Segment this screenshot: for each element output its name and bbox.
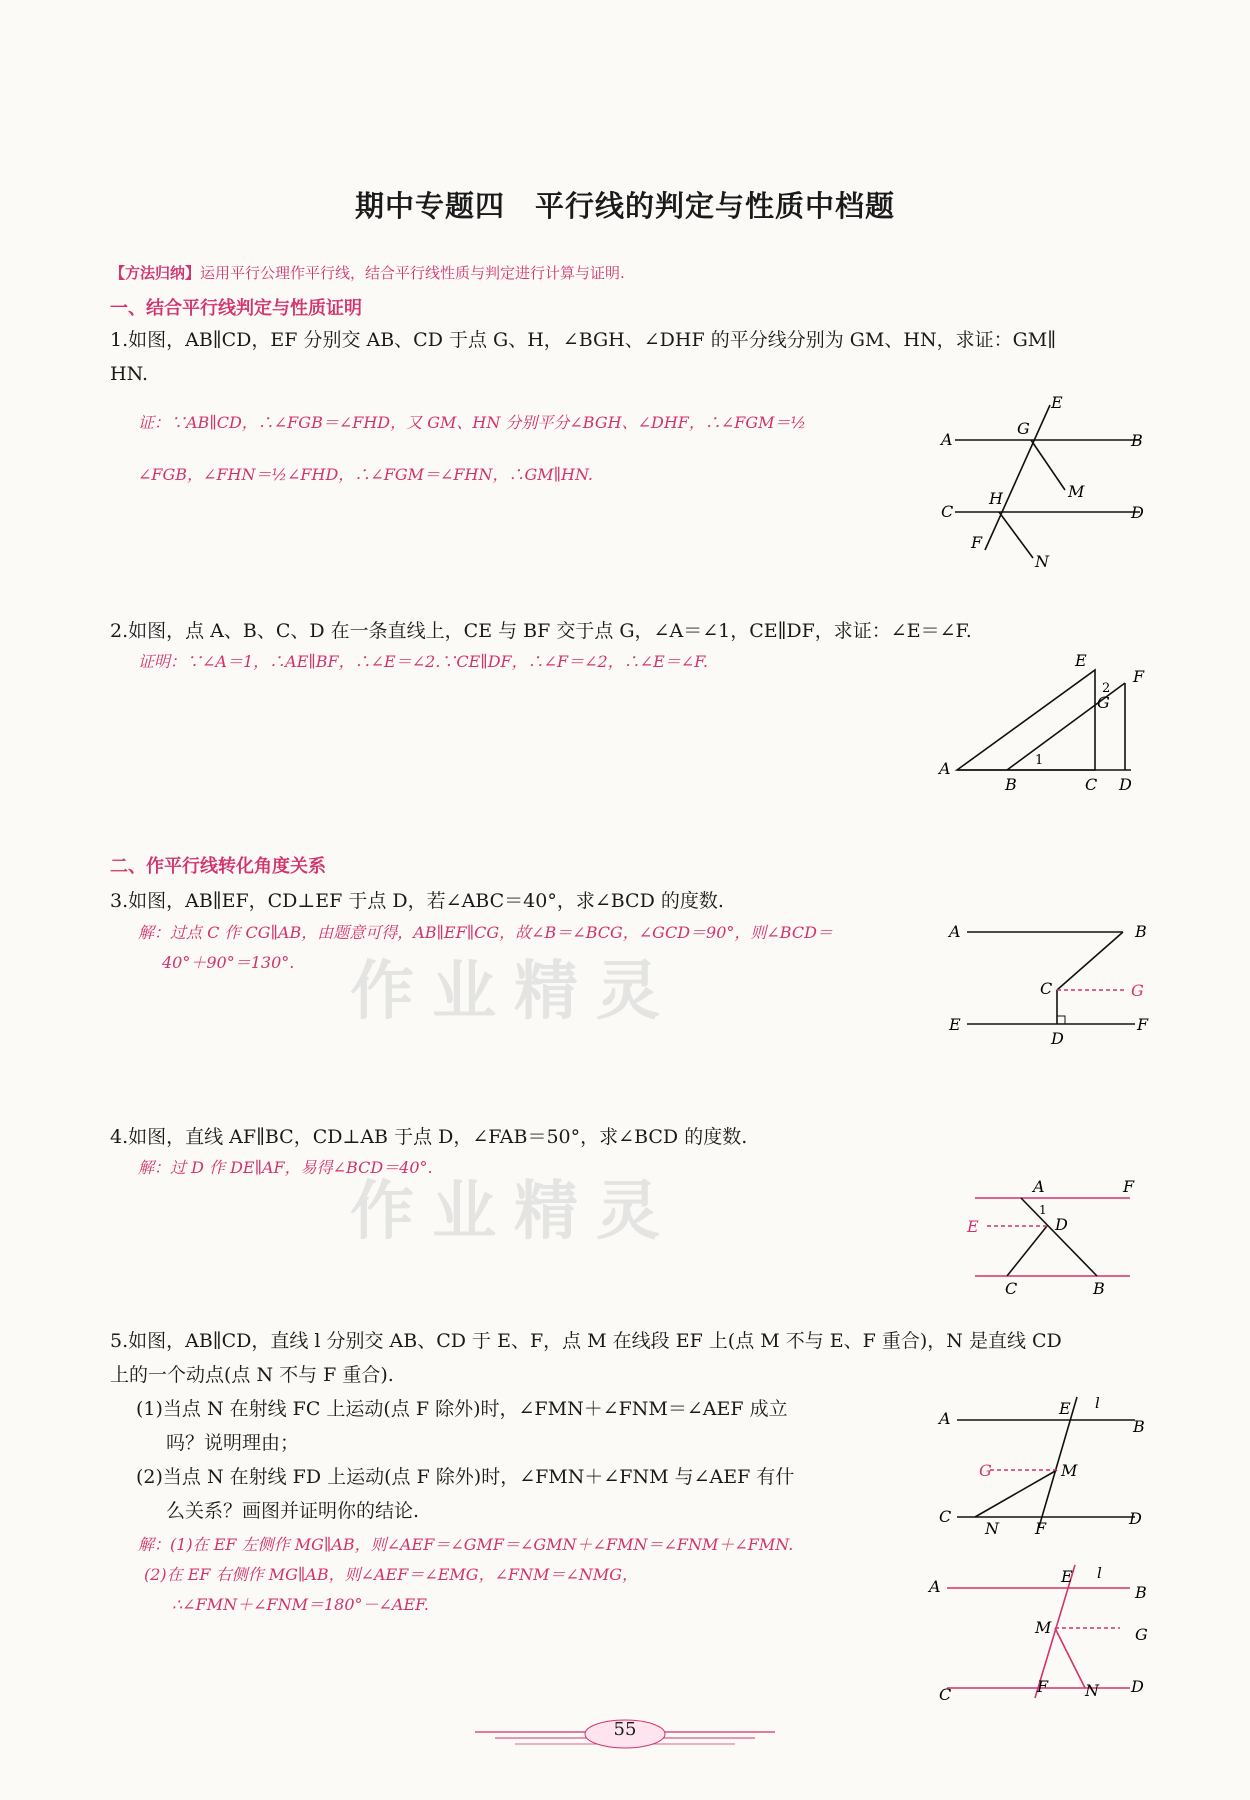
question-1-line1: 1.如图，AB∥CD，EF 分别交 AB、CD 于点 G、H，∠BGH、∠DHF 的平分线分别为 GM、HN，求证：GM∥ (110, 329, 1056, 351)
svg-text:F: F (1035, 1519, 1047, 1538)
question-4: 4.如图，直线 AF∥BC，CD⊥AB 于点 D，∠FAB＝50°，求∠BCD 的度数. (110, 1126, 748, 1148)
question-3: 3.如图，AB∥EF，CD⊥EF 于点 D，若∠ABC＝40°，求∠BCD 的度数. (110, 890, 724, 912)
question-2: 2.如图，点 A、B、C、D 在一条直线上，CE 与 BF 交于点 G，∠A＝∠1，CE∥DF，求证：∠E＝∠F. (110, 620, 972, 642)
svg-text:F: F (1133, 667, 1145, 686)
svg-text:D: D (1055, 1215, 1068, 1234)
svg-text:G: G (1135, 1625, 1148, 1644)
svg-text:N: N (1035, 552, 1049, 571)
figure-3 (945, 908, 1155, 1058)
question-1 (110, 323, 1150, 391)
svg-text:1: 1 (1035, 753, 1044, 768)
svg-text:B: B (1133, 1417, 1145, 1436)
question-5-line2: 上的一个动点(点 N 不与 F 重合). (110, 1364, 394, 1386)
figure-4 (965, 1170, 1155, 1300)
svg-text:E: E (1051, 393, 1063, 412)
svg-text:2: 2 (1102, 681, 1111, 696)
section-heading-1: 一、结合平行线判定与性质证明 (110, 298, 362, 319)
answer-5-line2: (2)在 EF 右侧作 MG∥AB，则∠AEF＝∠EMG，∠FNM＝∠NMG， (144, 1565, 639, 1584)
figure-1 (935, 390, 1155, 580)
answer-2: 证明：∵∠A＝1，∴AE∥BF，∴∠E＝∠2.∵CE∥DF，∴∠F＝∠2，∴∠E＝∠F. (138, 652, 708, 671)
svg-text:N: N (1085, 1681, 1099, 1700)
method-tag: 【方法归纳】 (110, 264, 201, 282)
page-number: 55 (613, 1719, 637, 1740)
figure-2 (935, 648, 1155, 794)
svg-text:G: G (1017, 419, 1030, 438)
svg-text:N: N (985, 1519, 999, 1538)
svg-text:H: H (989, 489, 1003, 508)
svg-text:M: M (1035, 1618, 1052, 1637)
question-5-part1b: 吗？说明理由； (166, 1432, 300, 1454)
svg-text:F: F (971, 533, 983, 552)
svg-text:F: F (1037, 1677, 1049, 1696)
svg-text:A: A (939, 1409, 951, 1428)
svg-text:C: C (941, 502, 954, 521)
svg-text:A: A (1033, 1177, 1045, 1196)
section-heading-2: 二、作平行线转化角度关系 (110, 856, 326, 877)
svg-text:M: M (1068, 482, 1085, 501)
question-1-line2: HN. (110, 363, 149, 385)
svg-text:C: C (939, 1507, 952, 1526)
svg-text:A: A (941, 430, 953, 449)
figure-5-answer (925, 1560, 1155, 1710)
answer-3-line2: 40°＋90°＝130°. (162, 953, 295, 972)
svg-text:E: E (1075, 651, 1087, 670)
question-5-part2a: (2)当点 N 在射线 FD 上运动(点 F 除外)时，∠FMN＋∠FNM 与∠AEF 有什 (136, 1466, 795, 1488)
svg-text:B: B (1135, 1583, 1147, 1602)
svg-text:D: D (1131, 503, 1144, 522)
svg-text:B: B (1093, 1279, 1105, 1298)
svg-text:B: B (1005, 775, 1017, 794)
figure-5 (935, 1392, 1155, 1542)
svg-text:E: E (1059, 1399, 1071, 1418)
answer-5-line1: 解：(1)在 EF 左侧作 MG∥AB，则∠AEF＝∠GMF＝∠GMN＋∠FMN＝∠FNM＋∠FMN. (138, 1535, 794, 1554)
svg-text:A: A (939, 759, 951, 778)
watermark-1: 作业精灵 (350, 955, 678, 1029)
svg-text:C: C (1005, 1279, 1018, 1298)
answer-4: 解：过 D 作 DE∥AF，易得∠BCD＝40°. (138, 1158, 433, 1177)
svg-text:1: 1 (1039, 1203, 1047, 1217)
svg-text:l: l (1097, 1564, 1102, 1582)
question-5-parts (136, 1392, 916, 1528)
svg-text:l: l (1095, 1394, 1100, 1412)
answer-3-line1: 解：过点 C 作 CG∥AB，由题意可得，AB∥EF∥CG，故∠B＝∠BCG，∠GCD＝90°，则∠BCD＝ (138, 923, 833, 942)
question-5-part2b: 么关系？画图并证明你的结论. (166, 1500, 420, 1522)
svg-text:D: D (1119, 775, 1132, 794)
page-title: 期中专题四 平行线的判定与性质中档题 (354, 189, 895, 223)
answer-1 (138, 408, 928, 490)
answer-5 (138, 1530, 938, 1620)
svg-text:B: B (1135, 922, 1147, 941)
answer-1-line2: ∠FGB，∠FHN＝½∠FHD，∴∠FGM＝∠FHN，∴GM∥HN. (138, 465, 594, 484)
svg-text:A: A (929, 1577, 941, 1596)
watermark-2: 作业精灵 (350, 1175, 678, 1249)
svg-text:E: E (967, 1217, 979, 1236)
question-5-line1: 5.如图，AB∥CD，直线 l 分别交 AB、CD 于 E、F，点 M 在线段 EF 上(点 M 不与 E、F 重合)，N 是直线 CD (110, 1330, 1062, 1352)
svg-text:D: D (1129, 1509, 1142, 1528)
svg-text:M: M (1061, 1461, 1078, 1480)
svg-text:G: G (979, 1461, 992, 1480)
answer-5-line3: ∴∠FMN＋∠FNM＝180°－∠AEF. (172, 1595, 429, 1614)
svg-text:D: D (1131, 1677, 1144, 1696)
answer-1-line1: 证：∵AB∥CD，∴∠FGB＝∠FHD，又 GM、HN 分别平分∠BGH、∠DHF，∴∠FGM＝½ (138, 413, 807, 432)
svg-text:F: F (1137, 1015, 1149, 1034)
svg-text:B: B (1131, 431, 1143, 450)
svg-text:C: C (939, 1685, 952, 1704)
svg-text:C: C (1040, 979, 1053, 998)
svg-text:D: D (1051, 1029, 1064, 1048)
method-text: 运用平行公理作平行线，结合平行线性质与判定进行计算与证明. (200, 264, 625, 282)
svg-text:C: C (1085, 775, 1098, 794)
svg-text:G: G (1097, 693, 1110, 712)
question-5 (110, 1324, 1150, 1392)
svg-text:G: G (1131, 981, 1144, 1000)
svg-text:E: E (1061, 1567, 1073, 1586)
method-summary (110, 262, 625, 283)
svg-text:A: A (949, 922, 961, 941)
svg-text:E: E (949, 1015, 961, 1034)
svg-text:F: F (1123, 1177, 1135, 1196)
question-5-part1a: (1)当点 N 在射线 FC 上运动(点 F 除外)时，∠FMN＋∠FNM＝∠AEF 成立 (136, 1398, 788, 1420)
